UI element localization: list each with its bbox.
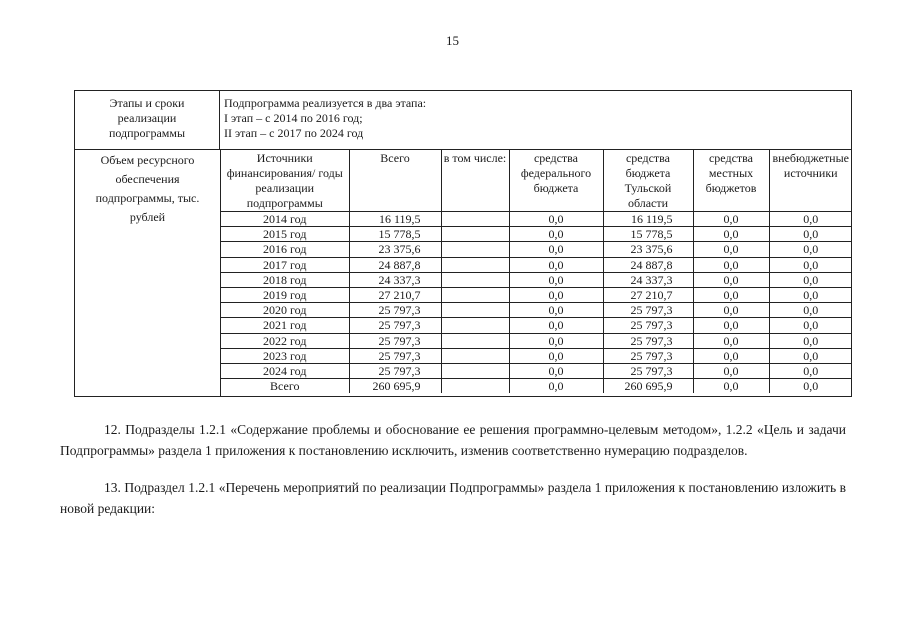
funding-header-row (221, 150, 852, 212)
paragraph-12 (60, 419, 846, 461)
local-cell: 0,0 (693, 318, 769, 333)
total-cell: 24 887,8 (349, 257, 441, 272)
year-cell: 2022 год (221, 333, 349, 348)
total-cell: 15 778,5 (349, 227, 441, 242)
extra-cell: 0,0 (769, 318, 852, 333)
year-cell: 2020 год (221, 303, 349, 318)
regional-cell: 25 797,3 (603, 318, 693, 333)
funding-rows (221, 212, 852, 394)
page-number: 15 (446, 33, 459, 48)
stages-line: Подпрограмма реализуется в два этапа: (224, 96, 427, 110)
funding-block (74, 150, 852, 397)
including-cell (441, 257, 509, 272)
stages-line: II этап – с 2017 по 2024 год (224, 126, 364, 140)
stages-line: I этап – с 2014 по 2016 год; (224, 111, 363, 125)
including-cell (441, 287, 509, 302)
paragraph-text: 12. Подразделы 1.2.1 «Содержание проблемы и обоснование ее решения программно-целевым методом», 1.2.2 «Цель и задачи Подпрограммы» раздела 1 приложения к постановлению исключить, изменив соответственно нумерацию подразделов. (60, 422, 846, 458)
regional-cell: 24 337,3 (603, 272, 693, 287)
including-cell (441, 272, 509, 287)
year-cell: 2014 год (221, 212, 349, 227)
extra-cell: 0,0 (769, 287, 852, 302)
extra-cell: 0,0 (769, 242, 852, 257)
federal-cell: 0,0 (509, 348, 603, 363)
extra-cell: 0,0 (769, 303, 852, 318)
table-row (221, 272, 852, 287)
header-sources: Источники финансирования/ годы реализации подпрограммы (221, 150, 349, 212)
federal-cell: 0,0 (509, 257, 603, 272)
table-row (221, 287, 852, 302)
table-row (221, 212, 852, 227)
stages-description (224, 91, 851, 141)
table-row (221, 363, 852, 378)
extra-cell: 0,0 (769, 272, 852, 287)
local-cell: 0,0 (693, 379, 769, 394)
total-cell: 16 119,5 (349, 212, 441, 227)
federal-cell: 0,0 (509, 303, 603, 318)
table-row (221, 227, 852, 242)
regional-cell: 16 119,5 (603, 212, 693, 227)
extra-cell: 0,0 (769, 212, 852, 227)
extra-cell: 0,0 (769, 333, 852, 348)
year-cell: 2018 год (221, 272, 349, 287)
table-row (221, 242, 852, 257)
paragraph-text: 13. Подраздел 1.2.1 «Перечень мероприятий по реализации Подпрограммы» раздела 1 приложения к постановлению изложить в новой редакции: (60, 480, 846, 516)
local-cell: 0,0 (693, 363, 769, 378)
local-cell: 0,0 (693, 272, 769, 287)
regional-cell: 15 778,5 (603, 227, 693, 242)
federal-cell: 0,0 (509, 318, 603, 333)
federal-cell: 0,0 (509, 333, 603, 348)
regional-cell: 25 797,3 (603, 303, 693, 318)
local-cell: 0,0 (693, 212, 769, 227)
including-cell (441, 333, 509, 348)
local-cell: 0,0 (693, 333, 769, 348)
table-row (221, 348, 852, 363)
year-cell: 2019 год (221, 287, 349, 302)
including-cell (441, 227, 509, 242)
federal-cell: 0,0 (509, 287, 603, 302)
including-cell (441, 348, 509, 363)
federal-cell: 0,0 (509, 242, 603, 257)
including-cell (441, 242, 509, 257)
header-total: Всего (349, 150, 441, 212)
year-cell: 2021 год (221, 318, 349, 333)
federal-cell: 0,0 (509, 212, 603, 227)
total-cell: 25 797,3 (349, 363, 441, 378)
regional-cell: 25 797,3 (603, 348, 693, 363)
year-cell: 2015 год (221, 227, 349, 242)
regional-cell: 27 210,7 (603, 287, 693, 302)
table-row (221, 333, 852, 348)
regional-cell: 25 797,3 (603, 363, 693, 378)
including-cell (441, 318, 509, 333)
header-including: в том числе: (441, 150, 509, 212)
paragraph-13 (60, 477, 846, 519)
including-cell (441, 303, 509, 318)
table-row (221, 303, 852, 318)
regional-cell: 25 797,3 (603, 333, 693, 348)
funding-table (221, 150, 852, 393)
year-cell: 2024 год (221, 363, 349, 378)
header-federal: средства федерального бюджета (509, 150, 603, 212)
regional-cell: 24 887,8 (603, 257, 693, 272)
total-cell: 25 797,3 (349, 318, 441, 333)
federal-cell: 0,0 (509, 272, 603, 287)
including-cell (441, 379, 509, 394)
total-cell: 27 210,7 (349, 287, 441, 302)
extra-cell: 0,0 (769, 379, 852, 394)
federal-cell: 0,0 (509, 363, 603, 378)
local-cell: 0,0 (693, 227, 769, 242)
table-row (221, 257, 852, 272)
local-cell: 0,0 (693, 287, 769, 302)
extra-cell: 0,0 (769, 257, 852, 272)
local-cell: 0,0 (693, 257, 769, 272)
total-cell: 25 797,3 (349, 348, 441, 363)
year-cell: 2023 год (221, 348, 349, 363)
stages-table (74, 90, 852, 150)
table-row (221, 379, 852, 394)
local-cell: 0,0 (693, 348, 769, 363)
header-local: средства местных бюджетов (693, 150, 769, 212)
including-cell (441, 212, 509, 227)
year-cell: Всего (221, 379, 349, 394)
total-cell: 24 337,3 (349, 272, 441, 287)
header-regional: средства бюджета Тульской области (603, 150, 693, 212)
regional-cell: 23 375,6 (603, 242, 693, 257)
extra-cell: 0,0 (769, 363, 852, 378)
federal-cell: 0,0 (509, 379, 603, 394)
regional-cell: 260 695,9 (603, 379, 693, 394)
stages-label: Этапы и сроки реализации подпрограммы (75, 91, 220, 149)
including-cell (441, 363, 509, 378)
funding-label: Объем ресурсного обеспечения подпрограммы, тыс. рублей (95, 153, 200, 224)
extra-cell: 0,0 (769, 348, 852, 363)
local-cell: 0,0 (693, 303, 769, 318)
local-cell: 0,0 (693, 242, 769, 257)
table-row (221, 318, 852, 333)
total-cell: 260 695,9 (349, 379, 441, 394)
federal-cell: 0,0 (509, 227, 603, 242)
extra-cell: 0,0 (769, 227, 852, 242)
year-cell: 2016 год (221, 242, 349, 257)
total-cell: 25 797,3 (349, 303, 441, 318)
year-cell: 2017 год (221, 257, 349, 272)
header-extra: внебюджетные источники (769, 150, 852, 212)
total-cell: 25 797,3 (349, 333, 441, 348)
total-cell: 23 375,6 (349, 242, 441, 257)
